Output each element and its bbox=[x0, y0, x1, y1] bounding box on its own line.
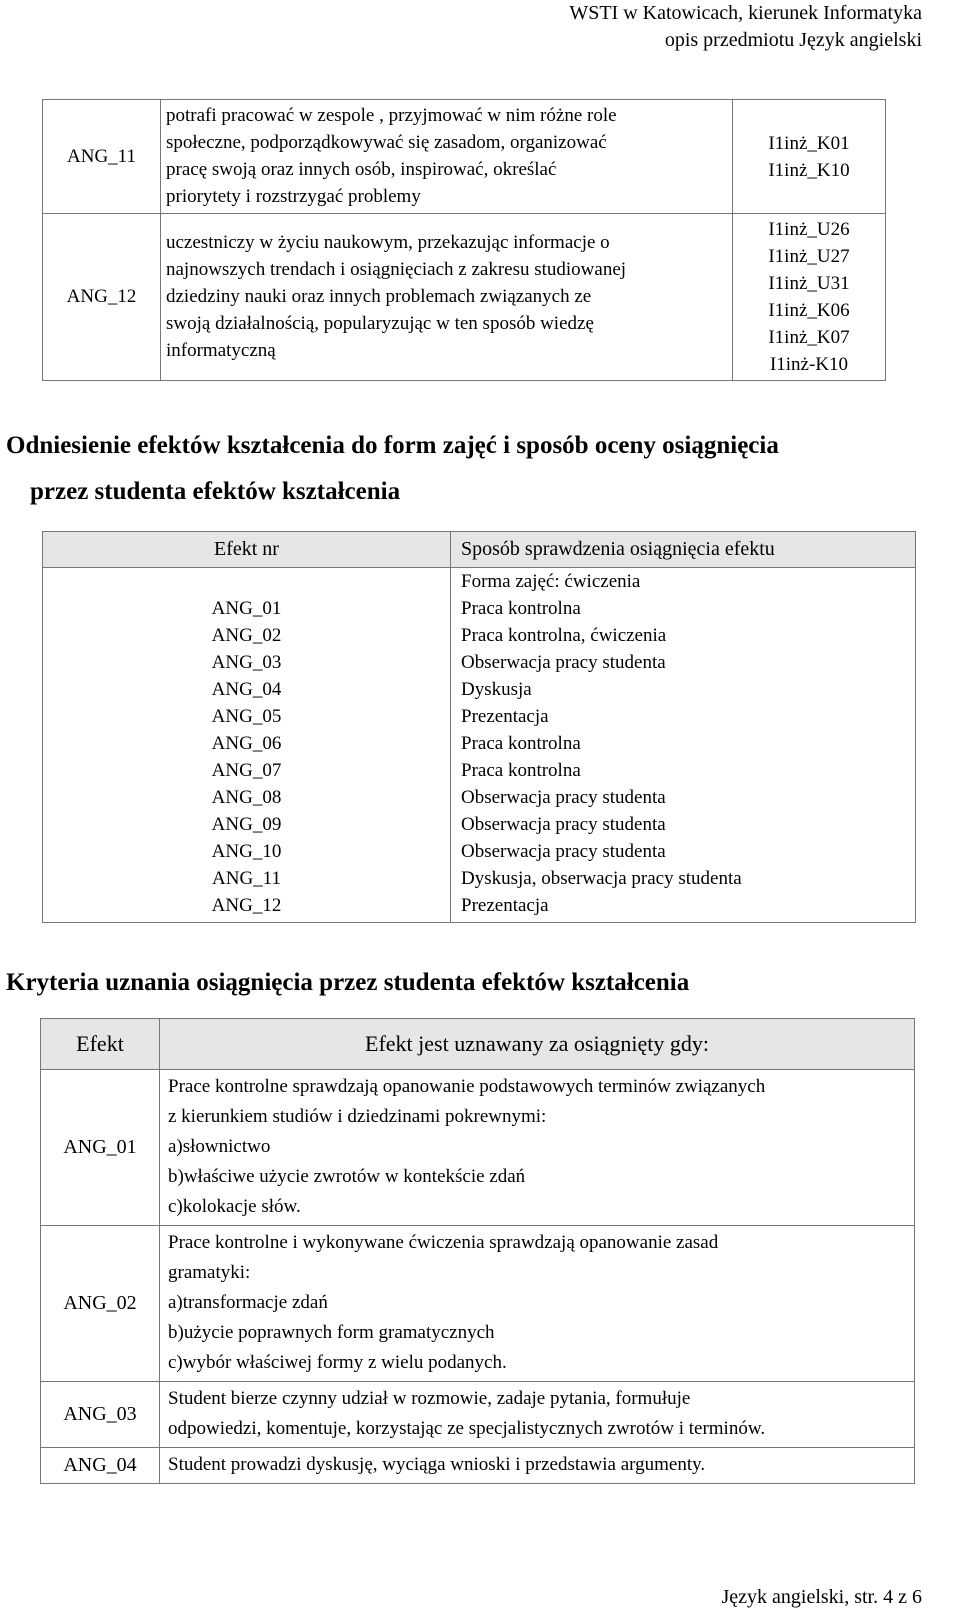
reference-code: I1inż_K01 bbox=[768, 132, 850, 154]
text-line: dziedziny nauki oraz innych problemach związanych ze bbox=[166, 286, 592, 307]
table-row bbox=[41, 1448, 915, 1484]
text-line: a)transformacje zdań bbox=[168, 1292, 328, 1313]
effect-code: ANG_01 bbox=[211, 598, 282, 619]
text-line: Prace kontrolne sprawdzają opanowanie podstawowych terminów związanych bbox=[168, 1076, 766, 1097]
effect-code: ANG_01 bbox=[41, 1070, 160, 1226]
effect-code: ANG_10 bbox=[211, 841, 282, 862]
table-row bbox=[41, 1226, 915, 1382]
column-header-criteria: Efekt jest uznawany za osiągnięty gdy: bbox=[160, 1019, 915, 1070]
text-line: informatyczną bbox=[166, 340, 276, 361]
outcome-code: ANG_11 bbox=[43, 100, 161, 214]
class-form-label: Forma zajęć: ćwiczenia bbox=[461, 571, 641, 592]
outcome-code: ANG_12 bbox=[43, 214, 161, 381]
effect-code: ANG_03 bbox=[41, 1382, 160, 1448]
assessment-method: Obserwacja pracy studenta bbox=[461, 841, 666, 862]
table-row bbox=[43, 214, 886, 381]
effect-code: ANG_04 bbox=[41, 1448, 160, 1484]
text-line: gramatyki: bbox=[168, 1262, 251, 1283]
assessment-methods-table bbox=[42, 531, 916, 923]
effect-code: ANG_02 bbox=[211, 625, 282, 646]
text-line: Prace kontrolne i wykonywane ćwiczenia sprawdzają opanowanie zasad bbox=[168, 1232, 719, 1253]
text-line: Student bierze czynny udział w rozmowie, zadaje pytania, formułuje bbox=[168, 1388, 691, 1409]
assessment-method: Obserwacja pracy studenta bbox=[461, 787, 666, 808]
criteria-text bbox=[160, 1226, 915, 1382]
table-header-row bbox=[41, 1019, 915, 1070]
table-row bbox=[43, 100, 886, 214]
effect-code: ANG_05 bbox=[211, 706, 282, 727]
effect-code: ANG_08 bbox=[211, 787, 282, 808]
page-footer: Język angielski, str. 4 z 6 bbox=[721, 1586, 922, 1608]
effect-code: ANG_02 bbox=[41, 1226, 160, 1382]
text-line: Student prowadzi dyskusję, wyciąga wnioski i przedstawia argumenty. bbox=[168, 1454, 706, 1475]
assessment-method: Obserwacja pracy studenta bbox=[461, 814, 666, 835]
outcome-references bbox=[733, 214, 886, 381]
section-heading-continued: przez studenta efektów kształcenia bbox=[30, 478, 401, 505]
header-subject: opis przedmiotu Język angielski bbox=[664, 29, 922, 51]
section-heading: Kryteria uznania osiągnięcia przez studenta efektów kształcenia bbox=[6, 969, 690, 996]
effect-code: ANG_07 bbox=[211, 760, 282, 781]
reference-code: I1inż_K06 bbox=[768, 300, 850, 321]
column-header-method: Sposób sprawdzenia osiągnięcia efektu bbox=[451, 532, 916, 568]
text-line: c)wybór właściwej formy z wielu podanych. bbox=[168, 1352, 507, 1373]
assessment-method: Dyskusja bbox=[461, 679, 532, 700]
outcome-description bbox=[161, 214, 733, 381]
reference-code: I1inż_U31 bbox=[768, 273, 850, 294]
effect-code: ANG_12 bbox=[211, 895, 282, 916]
assessment-method: Dyskusja, obserwacja pracy studenta bbox=[461, 868, 742, 889]
text-line: odpowiedzi, komentuje, korzystając ze specjalistycznych zwrotów i terminów. bbox=[168, 1418, 766, 1439]
text-line: b)użycie poprawnych form gramatycznych bbox=[168, 1322, 495, 1343]
text-line: społeczne, podporządkowywać się zasadom, organizować bbox=[166, 132, 607, 153]
outcome-description bbox=[161, 100, 733, 214]
methods-column bbox=[451, 568, 916, 923]
reference-code: I1inż_U27 bbox=[768, 246, 850, 267]
text-line: z kierunkiem studiów i dziedzinami pokrewnymi: bbox=[168, 1106, 547, 1127]
effect-codes-column bbox=[43, 568, 451, 923]
section-heading: Odniesienie efektów kształcenia do form zajęć i sposób oceny osiągnięcia bbox=[6, 432, 779, 459]
assessment-method: Prezentacja bbox=[461, 895, 549, 916]
header-institution: WSTI w Katowicach, kierunek Informatyka bbox=[569, 2, 922, 24]
table-row bbox=[41, 1382, 915, 1448]
effect-code: ANG_04 bbox=[211, 679, 282, 700]
reference-code: I1inż_K07 bbox=[768, 327, 850, 348]
outcome-references bbox=[733, 100, 886, 214]
text-line: najnowszych trendach i osiągnięciach z zakresu studiowanej bbox=[166, 259, 627, 280]
criteria-table bbox=[40, 1018, 915, 1484]
criteria-text bbox=[160, 1448, 915, 1484]
reference-code: I1inż_K10 bbox=[768, 159, 850, 181]
criteria-text bbox=[160, 1382, 915, 1448]
column-header-effect: Efekt bbox=[41, 1019, 160, 1070]
column-header-effect-number: Efekt nr bbox=[43, 532, 451, 568]
outcomes-table bbox=[42, 99, 886, 381]
effect-code: ANG_06 bbox=[211, 733, 282, 754]
blank-cell bbox=[43, 568, 450, 595]
text-line: swoją działalnością, popularyzując w ten sposób wiedzę bbox=[166, 313, 594, 334]
table-row bbox=[41, 1070, 915, 1226]
text-line: a)słownictwo bbox=[168, 1136, 271, 1157]
effect-code: ANG_03 bbox=[211, 652, 282, 673]
assessment-method: Obserwacja pracy studenta bbox=[461, 652, 666, 673]
assessment-method: Praca kontrolna, ćwiczenia bbox=[461, 625, 667, 646]
reference-code: I1inż_U26 bbox=[768, 219, 850, 240]
table-header-row bbox=[43, 532, 916, 568]
text-line: pracę swoją oraz innych osób, inspirować, określać bbox=[166, 159, 557, 180]
assessment-method: Praca kontrolna bbox=[461, 733, 581, 754]
text-line: potrafi pracować w zespole , przyjmować w nim różne role bbox=[166, 105, 617, 126]
assessment-method: Praca kontrolna bbox=[461, 598, 581, 619]
text-line: uczestniczy w życiu naukowym, przekazując informacje o bbox=[166, 232, 610, 253]
effect-code: ANG_11 bbox=[212, 868, 281, 889]
assessment-method: Praca kontrolna bbox=[461, 760, 581, 781]
text-line: b)właściwe użycie zwrotów w kontekście zdań bbox=[168, 1166, 526, 1187]
effect-code: ANG_09 bbox=[211, 814, 282, 835]
text-line: c)kolokacje słów. bbox=[168, 1196, 301, 1217]
table-row bbox=[43, 568, 916, 923]
assessment-method: Prezentacja bbox=[461, 706, 549, 727]
text-line: priorytety i rozstrzygać problemy bbox=[166, 186, 421, 207]
criteria-text bbox=[160, 1070, 915, 1226]
page-header bbox=[569, 0, 922, 54]
reference-code: I1inż-K10 bbox=[769, 354, 849, 375]
